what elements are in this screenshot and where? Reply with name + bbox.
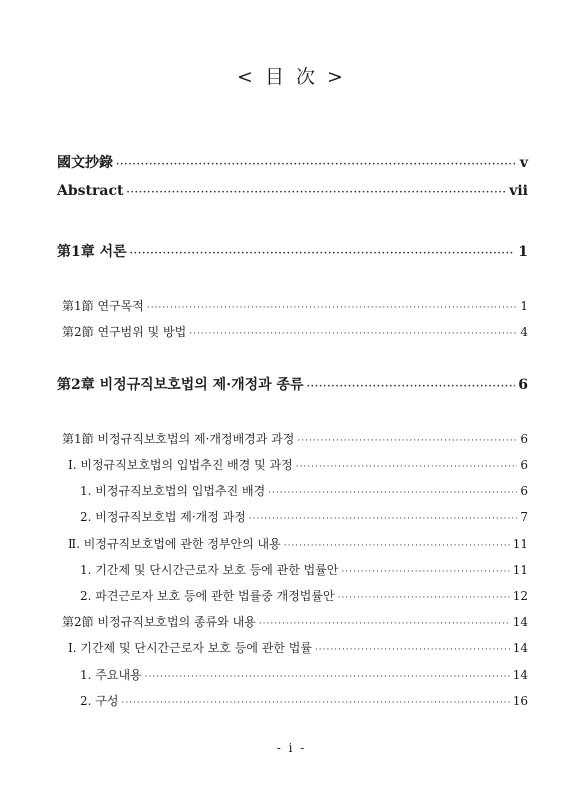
toc-entry-page: 6 bbox=[520, 458, 528, 472]
dot-leader bbox=[259, 619, 510, 629]
toc-entry[interactable] bbox=[57, 374, 528, 394]
dot-leader bbox=[341, 567, 509, 577]
dot-leader bbox=[315, 645, 510, 655]
toc-entry-page: 16 bbox=[512, 694, 528, 708]
dot-leader bbox=[296, 462, 518, 472]
toc-entry-label: 第1章 서론 bbox=[57, 244, 127, 260]
toc-entry-label: Ⅰ. 비정규직보호법의 입법추진 배경 및 과정 bbox=[68, 458, 293, 472]
toc-entry[interactable] bbox=[80, 561, 528, 578]
toc-entry-page: 14 bbox=[512, 641, 528, 655]
toc-entry[interactable] bbox=[57, 183, 528, 199]
toc-entry-page: vii bbox=[509, 183, 528, 199]
toc-entry-page: 14 bbox=[512, 615, 528, 629]
page-title: < 目 次 > bbox=[237, 66, 346, 88]
dot-leader bbox=[116, 160, 517, 170]
dot-leader bbox=[145, 672, 510, 682]
toc-entry-label: 2. 비정규직보호법 제·개정 과정 bbox=[80, 510, 246, 524]
dot-leader bbox=[249, 514, 518, 524]
toc-entry[interactable] bbox=[80, 508, 528, 525]
toc-entry-label: 1. 주요내용 bbox=[80, 668, 142, 682]
toc-entry[interactable] bbox=[80, 666, 528, 683]
dot-leader bbox=[126, 188, 506, 198]
toc-entry[interactable] bbox=[57, 152, 528, 172]
toc-entry-page: 11 bbox=[512, 537, 528, 551]
toc-entry-page: v bbox=[519, 155, 528, 171]
dot-leader bbox=[284, 541, 510, 551]
toc-entry-label: 2. 파견근로자 보호 등에 관한 법률중 개정법률안 bbox=[80, 589, 335, 603]
toc-entry-label: 1. 기간제 및 단시간근로자 보호 등에 관한 법률안 bbox=[80, 563, 339, 577]
toc-entry-page: 6 bbox=[518, 377, 528, 393]
toc-entry-page: 11 bbox=[512, 563, 528, 577]
toc-entry-label: 第2章 비정규직보호법의 제·개정과 종류 bbox=[57, 377, 304, 393]
toc-entry[interactable] bbox=[80, 482, 528, 499]
dot-leader bbox=[189, 329, 517, 339]
toc-entry[interactable] bbox=[80, 587, 528, 604]
dot-leader bbox=[121, 698, 509, 708]
toc-entry-label: 第1節 비정규직보호법의 제·개정배경과 과정 bbox=[62, 432, 295, 446]
dot-leader bbox=[268, 488, 517, 498]
toc-entry-label: Ⅱ. 비정규직보호법에 관한 정부안의 내용 bbox=[68, 537, 281, 551]
toc-entry-label: 2. 구성 bbox=[80, 694, 119, 708]
toc-entry-label: Ⅰ. 기간제 및 단시간근로자 보호 등에 관한 법률 bbox=[68, 641, 312, 655]
toc-entry-page: 6 bbox=[520, 432, 528, 446]
toc-entry-page: 1 bbox=[520, 299, 528, 313]
dot-leader bbox=[147, 303, 518, 313]
dot-leader bbox=[130, 249, 516, 259]
toc-entry[interactable] bbox=[80, 692, 528, 709]
toc-entry[interactable] bbox=[62, 430, 528, 447]
toc-entry-label: 第2節 비정규직보호법의 종류와 내용 bbox=[62, 615, 256, 629]
toc-entry-label: 第2節 연구범위 및 방법 bbox=[62, 325, 187, 339]
toc-entry[interactable] bbox=[68, 535, 528, 552]
toc-entry-label: 第1節 연구목적 bbox=[62, 299, 144, 313]
toc-entry-label: 國文抄錄 bbox=[57, 155, 113, 171]
toc-entry[interactable] bbox=[68, 639, 528, 656]
page-number-footer: - i - bbox=[276, 741, 307, 755]
toc-entry-page: 14 bbox=[512, 668, 528, 682]
toc-entry[interactable] bbox=[68, 456, 528, 473]
toc-entry-label: Abstract bbox=[57, 183, 124, 199]
toc-entry-page: 4 bbox=[520, 325, 528, 339]
toc-entry[interactable] bbox=[62, 613, 528, 630]
toc-entry[interactable] bbox=[62, 323, 528, 340]
dot-leader bbox=[307, 382, 516, 392]
toc-entry-page: 7 bbox=[520, 510, 528, 524]
toc-entry-page: 6 bbox=[520, 484, 528, 498]
toc-entry-label: 1. 비정규직보호법의 입법추진 배경 bbox=[80, 484, 266, 498]
toc-entry[interactable] bbox=[57, 241, 528, 261]
dot-leader bbox=[338, 593, 510, 603]
toc-entry-page: 1 bbox=[518, 244, 528, 260]
dot-leader bbox=[297, 436, 517, 446]
toc-entry-page: 12 bbox=[512, 589, 528, 603]
toc-entry[interactable] bbox=[62, 297, 528, 314]
